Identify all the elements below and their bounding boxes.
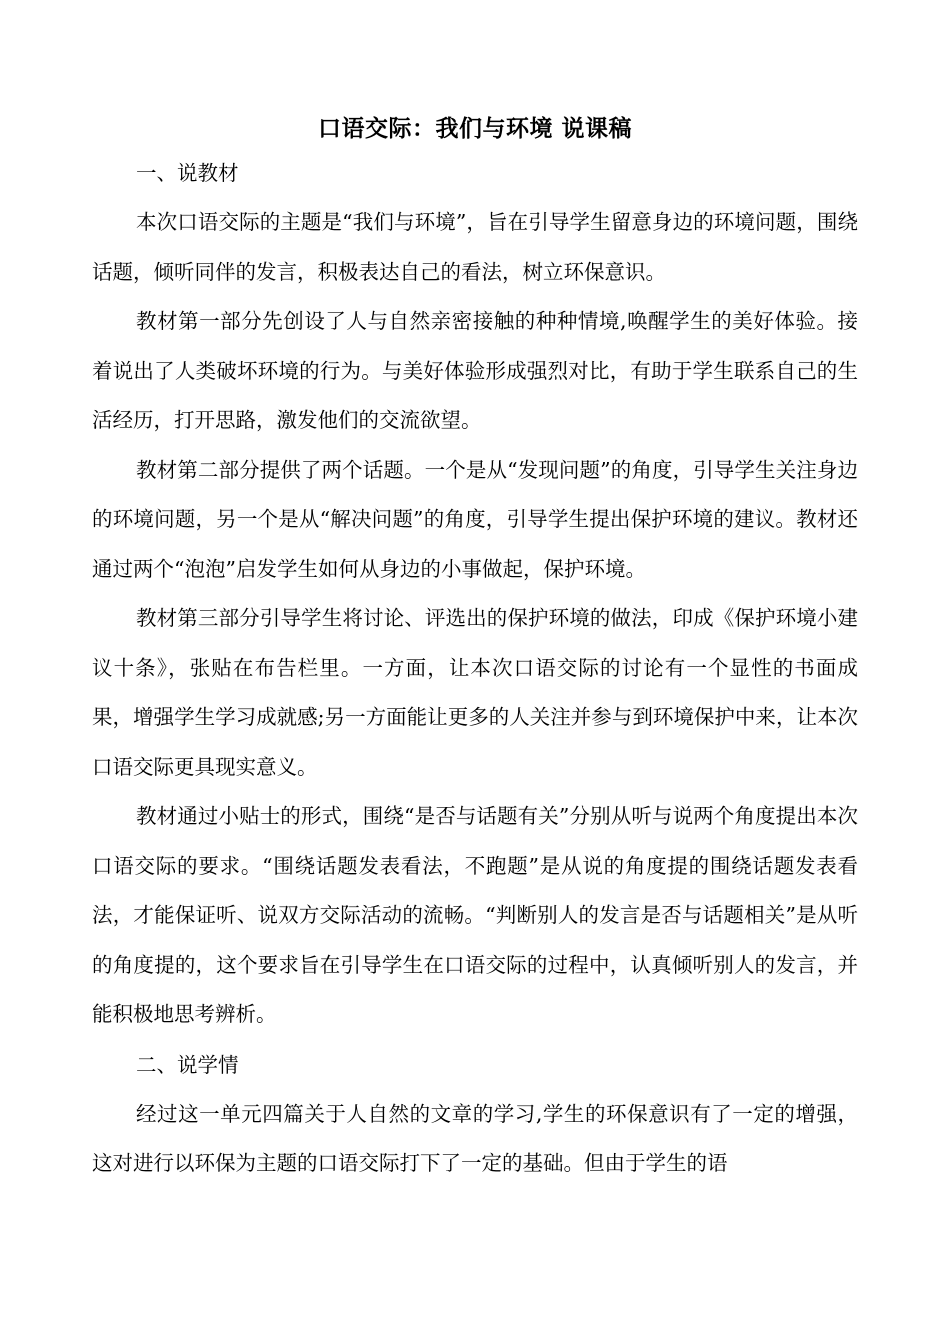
paragraph: 教材第一部分先创设了人与自然亲密接触的种种情境,唤醒学生的美好体验。接着说出了人类破坏环境的行为。与美好体验形成强烈对比，有助于学生联系自己的生活经历，打开思路，激发他们的交流欲望。 <box>92 309 858 432</box>
section-heading-student-situation: 二、说学情 <box>136 1052 239 1077</box>
document-page <box>92 110 858 1189</box>
paragraph: 教材第三部分引导学生将讨论、评选出的保护环境的做法，印成《保护环境小建议十条》，张贴在布告栏里。一方面，让本次口语交际的讨论有一个显性的书面成果，增强学生学习成就感;另一方面能让更多的人关注并参与到环境保护中来，让本次口语交际更具现实意义。 <box>92 606 858 779</box>
paragraph: 经过这一单元四篇关于人自然的文章的学习,学生的环保意识有了一定的增强，这对进行以环保为主题的口语交际打下了一定的基础。但由于学生的语 <box>92 1101 858 1175</box>
paragraph: 教材第二部分提供了两个话题。一个是从“发现问题”的角度，引导学生关注身边的环境问题，另一个是从“解决问题”的角度，引导学生提出保护环境的建议。教材还通过两个“泡泡”启发学生如何从身边的小事做起，保护环境。 <box>92 457 858 581</box>
paragraph: 本次口语交际的主题是“我们与环境”，旨在引导学生留意身边的环境问题，围绕话题，倾听同伴的发言，积极表达自己的看法，树立环保意识。 <box>92 210 858 284</box>
document-title: 口语交际：我们与环境 说课稿 <box>317 115 632 142</box>
paragraph: 教材通过小贴士的形式，围绕“是否与话题有关”分别从听与说两个角度提出本次口语交际的要求。“围绕话题发表看法，不跑题”是从说的角度提的围绕话题发表看法，才能保证听、说双方交际活动的流畅。“判断别人的发言是否与话题相关”是从听的角度提的，这个要求旨在引导学生在口语交际的过程中，认真倾听别人的发言，并能积极地思考辨析。 <box>92 804 858 1026</box>
section-heading-teaching-material: 一、说教材 <box>136 161 239 185</box>
